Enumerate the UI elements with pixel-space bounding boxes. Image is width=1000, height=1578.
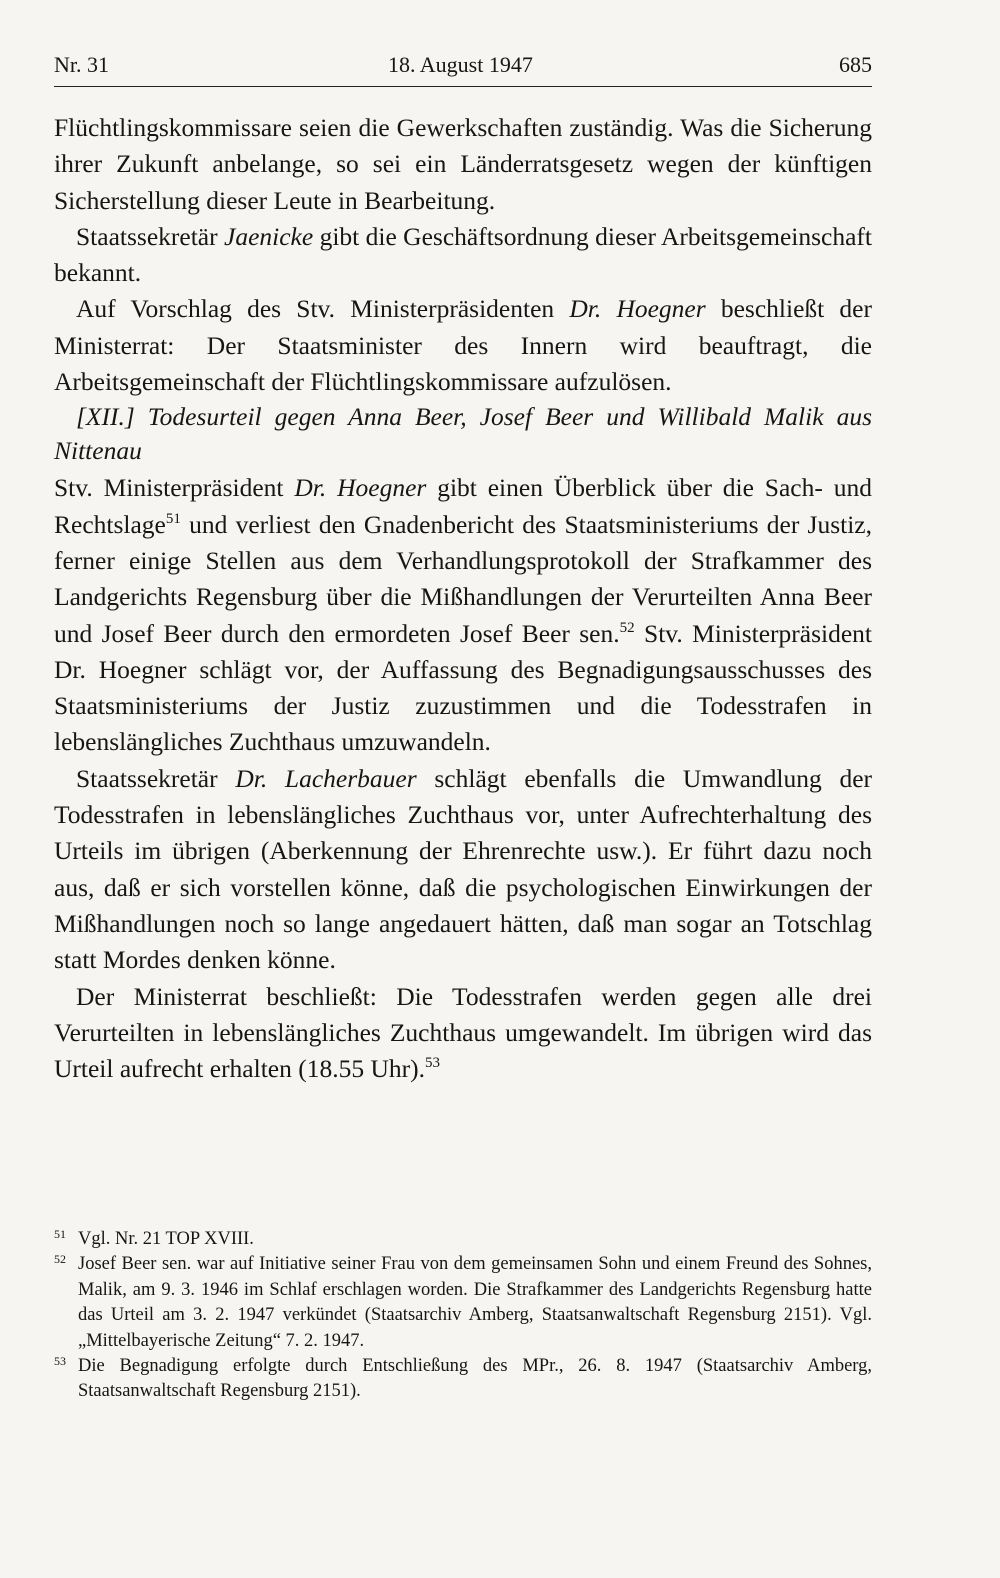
footnote-text: Josef Beer sen. war auf Initiative seiner Frau von dem gemeinsamen Sohn und einem Freund des Sohnes, Malik, am 9. 3. 1946 im Schlaf erschlagen worden. Die Strafkammer des Landgerichts Regensburg hatte das Urteil am 3. 2. 1947 verkündet (Staatsarchiv Amberg, Staatsanwaltschaft Regensburg 2151). Vgl. „Mittelbayerische Zeitung“ 7. 2. 1947. <box>78 1254 872 1351</box>
document-number: Nr. 31 <box>54 52 109 77</box>
footnote-number: 53 <box>54 1354 66 1369</box>
page-number: 685 <box>839 52 872 77</box>
person-name: Dr. Hoegner <box>294 473 427 503</box>
footnote <box>54 1252 872 1354</box>
footnote-number: 52 <box>54 1252 66 1267</box>
footnote-number: 51 <box>54 1227 66 1241</box>
footnote-ref[interactable]: 53 <box>425 1055 441 1072</box>
paragraph: Staatssekretär Jaenicke gibt die Geschäftsordnung dieser Arbeitsgemeinschaft bekannt. <box>54 221 872 288</box>
footnote-ref[interactable]: 51 <box>165 510 181 527</box>
footnote-text: Die Begnadigung erfolgte durch Entschließung des MPr., 26. 8. 1947 (Staatsarchiv Amberg, Staatsanwaltschaft Regensburg 2151). <box>78 1356 872 1402</box>
footnote-ref[interactable]: 52 <box>619 619 635 636</box>
document-date: 18. August 1947 <box>388 52 533 77</box>
footnote <box>54 1227 872 1252</box>
person-name: Jaenicke <box>224 221 314 251</box>
section-heading: [XII.] Todesurteil gegen Anna Beer, Josef Beer und Willibald Malik aus Nittenau <box>54 402 872 466</box>
person-name: Dr. Hoegner <box>569 294 706 324</box>
paragraph: Flüchtlingskommissare seien die Gewerkschaften zuständig. Was die Sicherung ihrer Zukunft anbelange, so sei ein Länderratsgesetz wegen der künftigen Sicherstellung dieser Leute in Bearbeitung. <box>54 113 872 215</box>
footnote-text: Vgl. Nr. 21 TOP XVIII. <box>78 1229 254 1249</box>
person-name: Dr. Lacherbauer <box>235 763 417 793</box>
main-text <box>54 110 872 1087</box>
paragraph: Der Ministerrat beschließt: Die Todesstrafen werden gegen alle drei Verurteilten in lebenslängliches Zuchthaus umgewandelt. Im übrigen wird das Urteil aufrecht erhalten (18.55 Uhr).$^{53}$ <box>54 981 872 1084</box>
footnote <box>54 1354 872 1405</box>
running-header <box>54 46 872 87</box>
paragraph: Stv. Ministerpräsident Dr. Hoegner gibt einen Überblick über die Sach- und Rechtslage$^{51}$ und verliest den Gnadenbericht des Staatsministeriums der Justiz, ferner einige Stellen aus dem Verhandlungsprotokoll der Strafkammer des Landgerichts Regensburg über die Mißhandlungen der Verurteilten Anna Beer und Josef Beer durch den ermordeten Josef Beer sen.$^{52}$ Stv. Ministerpräsident Dr. Hoegner schlägt vor, der Auffassung des Begnadigungsausschusses des Staatsministeriums der Justiz zuzustimmen und die Todesstrafen in lebenslängliches Zuchthaus umzuwandeln. <box>54 473 872 757</box>
footnotes <box>54 1227 872 1405</box>
paragraph: Staatssekretär Dr. Lacherbauer schlägt ebenfalls die Umwandlung der Todesstrafen in lebenslängliches Zuchthaus vor, unter Aufrechterhaltung des Urteils im übrigen (Aberkennung der Ehrenrechte usw.). Er führt dazu noch aus, daß er sich vorstellen könne, daß die psychologischen Einwirkungen der Mißhandlungen noch so lange angedauert hätten, daß man sogar an Totschlag statt Mordes denken könne. <box>54 763 873 975</box>
paragraph: Auf Vorschlag des Stv. Ministerpräsidenten Dr. Hoegner beschließt der Ministerrat: Der Staatsminister des Innern wird beauftragt, die Arbeitsgemeinschaft der Flüchtlingskommissare aufzulösen. <box>54 294 872 397</box>
